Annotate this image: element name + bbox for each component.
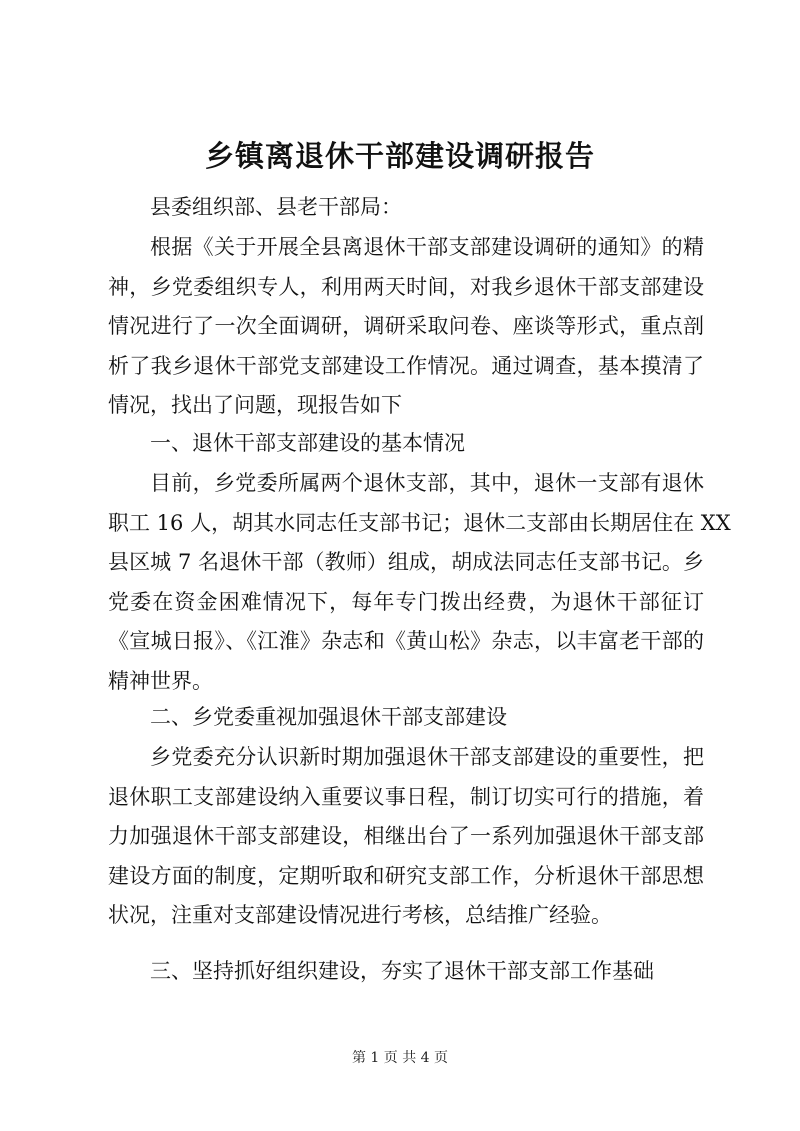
paragraph-line: 根据《关于开展全县离退休干部支部建设调研的通知》的精 — [150, 235, 704, 259]
paragraph-2 — [108, 464, 731, 701]
paragraph-line: 党委在资金困难情况下，每年专门拨出经费，为退休干部征订 — [108, 589, 704, 614]
section-heading-1 — [108, 424, 704, 464]
salutation-text: 县委组织部、县老干部局： — [150, 195, 402, 219]
paragraph-line: 职工 16 人，胡其水同志任支部书记；退休二支部由长期居住在 XX — [108, 510, 731, 535]
paragraph-line: 情况，找出了问题，现报告如下 — [108, 393, 402, 417]
paragraph-line: 退休职工支部建设纳入重要议事日程，制订切实可行的措施，着 — [108, 784, 704, 809]
paragraph-line: 力加强退休干部支部建设，相继出台了一系列加强退休干部支部 — [108, 824, 704, 848]
section-heading-text: 二、乡党委重视加强退休干部支部建设 — [150, 705, 507, 729]
document-title: 乡镇离退休干部建设调研报告 — [204, 139, 595, 173]
section-heading-text: 一、退休干部支部建设的基本情况 — [150, 431, 465, 455]
page-footer: 第 1 页 共 4 页 — [351, 1050, 449, 1066]
paragraph-line: 建设方面的制度，定期听取和研究支部工作，分析退休干部思想 — [108, 863, 704, 888]
paragraph-line: 状况，注重对支部建设情况进行考核，总结推广经验。 — [108, 903, 612, 927]
paragraph-line: 《宣城日报》、《江淮》杂志和《黄山松》杂志，以丰富老干部的 — [108, 629, 704, 653]
paragraph-line: 县区城 7 名退休干部（教师）组成，胡成法同志任支部书记。乡 — [108, 550, 704, 574]
paragraph-3 — [108, 738, 704, 936]
paragraph-line: 情况进行了一次全面调研，调研采取问卷、座谈等形式，重点剖 — [108, 314, 704, 338]
section-heading-3 — [108, 952, 704, 992]
paragraph-1 — [108, 228, 704, 426]
paragraph-line: 精神世界。 — [108, 668, 213, 693]
paragraph-line: 乡党委充分认识新时期加强退休干部支部建设的重要性，把 — [150, 745, 704, 769]
paragraph-line: 目前，乡党委所属两个退休支部，其中，退休一支部有退休 — [150, 471, 704, 495]
section-heading-2 — [108, 698, 704, 738]
paragraph-line: 神，乡党委组织专人，利用两天时间，对我乡退休干部支部建设 — [108, 274, 704, 299]
salutation — [108, 188, 704, 228]
paragraph-line: 析了我乡退休干部党支部建设工作情况。通过调查，基本摸清了 — [108, 353, 704, 378]
section-heading-text: 三、坚持抓好组织建设，夯实了退休干部支部工作基础 — [150, 959, 654, 983]
